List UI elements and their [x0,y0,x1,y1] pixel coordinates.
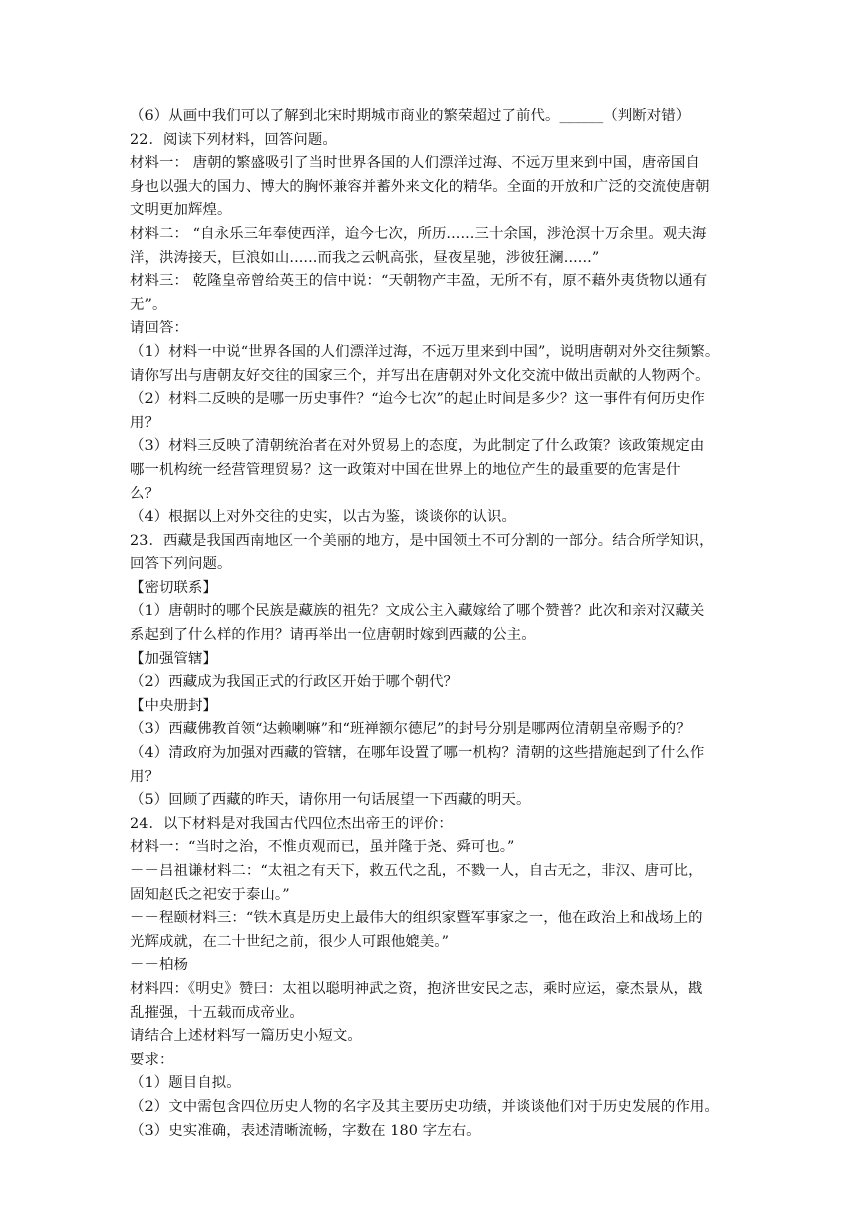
text-line: 材料一：“当时之治，不惟贞观而已，虽并隆于尧、舜可也。” [130,839,515,856]
text-line: 无”。 [130,296,167,313]
text-line: （3）史实准确，表述清晰流畅，字数在 180 字左右。 [130,1122,481,1139]
text-line: 用？ [130,414,159,431]
text-line: 【密切联系】 [130,579,217,596]
text-line: 23．西藏是我国西南地区一个美丽的地方，是中国领土不可分割的一部分。结合所学知识， [130,532,714,549]
text-line: 身也以强大的国力、博大的胸怀兼容并蓄外来文化的精华。全面的开放和广泛的交流使唐朝 [130,178,710,195]
text-line: 材料一： 唐朝的繁盛吸引了当时世界各国的人们漂洋过海、不远万里来到中国，唐帝国自 [130,155,700,172]
text-line: 【加强管辖】 [130,650,217,667]
document-body [130,105,732,1143]
text-line: （2）材料二反映的是哪一历史事件？“迨今七次”的起止时间是多少？这一事件有何历史作 [130,391,705,408]
text-line: （2）文中需包含四位历史人物的名字及其主要历史功绩，并谈谈他们对于历史发展的作用。 [130,1098,719,1115]
text-line: 【中央册封】 [130,697,217,714]
text-line: （1）题目自拟。 [130,1075,241,1092]
text-line: 洋，洪涛接天，巨浪如山......而我之云帆高张，昼夜星驰，涉彼狂澜......” [130,249,600,266]
text-line: 请你写出与唐朝友好交往的国家三个，并写出在唐朝对外文化交流中做出贡献的人物两个。 [130,367,710,384]
text-line: （1）唐朝时的哪个民族是藏族的祖先？文成公主入藏嫁给了哪个赞普？此次和亲对汉藏关 [130,603,705,620]
text-line: （4）根据以上对外交往的史实，以古为鉴，谈谈你的认识。 [130,509,517,526]
text-line: －－柏杨 [130,957,188,974]
text-line: （5）回顾了西藏的昨天，请你用一句话展望一下西藏的明天。 [130,792,531,809]
text-line: 请回答： [130,320,188,337]
text-line: －－吕祖谦材料二：“太祖之有天下，救五代之乱，不戮一人，自古无之，非汉、唐可比， [130,863,703,879]
text-line: （3）材料三反映了清朝统治者在对外贸易上的态度，为此制定了什么政策？该政策规定由 [130,438,705,455]
text-line: 材料四：《明史》赞曰：太祖以聪明神武之资，抱济世安民之志，乘时应运，豪杰景从，戡 [130,980,703,997]
text-line: 材料三： 乾隆皇帝曾给英王的信中说：“天朝物产丰盈，无所不有，原不藉外夷货物以通有 [130,273,708,290]
text-line: （2）西藏成为我国正式的行政区开始于哪个朝代？ [130,674,459,691]
text-line: （4）清政府为加强对西藏的管辖，在哪年设置了哪一机构？清朝的这些措施起到了什么作 [130,745,705,762]
text-line: 回答下列问题。 [130,556,232,573]
text-line: 要求： [130,1051,174,1068]
text-line: 24．以下材料是对我国古代四位杰出帝王的评价： [130,815,453,832]
text-line: 系起到了什么样的作用？请再举出一位唐朝时嫁到西藏的公主。 [130,627,536,644]
text-line: 么？ [130,485,159,502]
text-line: 请结合上述材料写一篇历史小短文。 [130,1028,362,1045]
text-line: （6）从画中我们可以了解到北宋时期城市商业的繁荣超过了前代。______（判断对错） [130,108,691,124]
text-line: 22．阅读下列材料，回答问题。 [130,131,337,148]
text-line: 固知赵氏之祀安于泰山。” [130,886,290,903]
text-line: （1）材料一中说“世界各国的人们漂洋过海，不远万里来到中国”，说明唐朝对外交往频繁。 [130,343,720,360]
text-line: 哪一机构统一经营管理贸易？这一政策对中国在世界上的地位产生的最重要的危害是什 [130,461,681,478]
text-line: －－程颐材料三：“铁木真是历史上最伟大的组织家暨军事家之一，他在政治上和战场上的 [130,910,703,927]
text-line: 材料二： “自永乐三年奉使西洋，迨今七次，所历......三十余国，涉沧溟十万余里。观夫海 [130,225,707,242]
text-line: 光辉成就，在二十世纪之前，很少人可跟他媲美。” [130,933,450,950]
text-line: 用？ [130,768,159,785]
text-line: 乱摧强，十五载而成帝业。 [130,1004,304,1021]
text-line: 文明更加辉煌。 [130,202,232,219]
text-line: （3）西藏佛教首领“达赖喇嘛”和“班禅额尔德尼”的封号分别是哪两位清朝皇帝赐予的？ [130,721,691,738]
